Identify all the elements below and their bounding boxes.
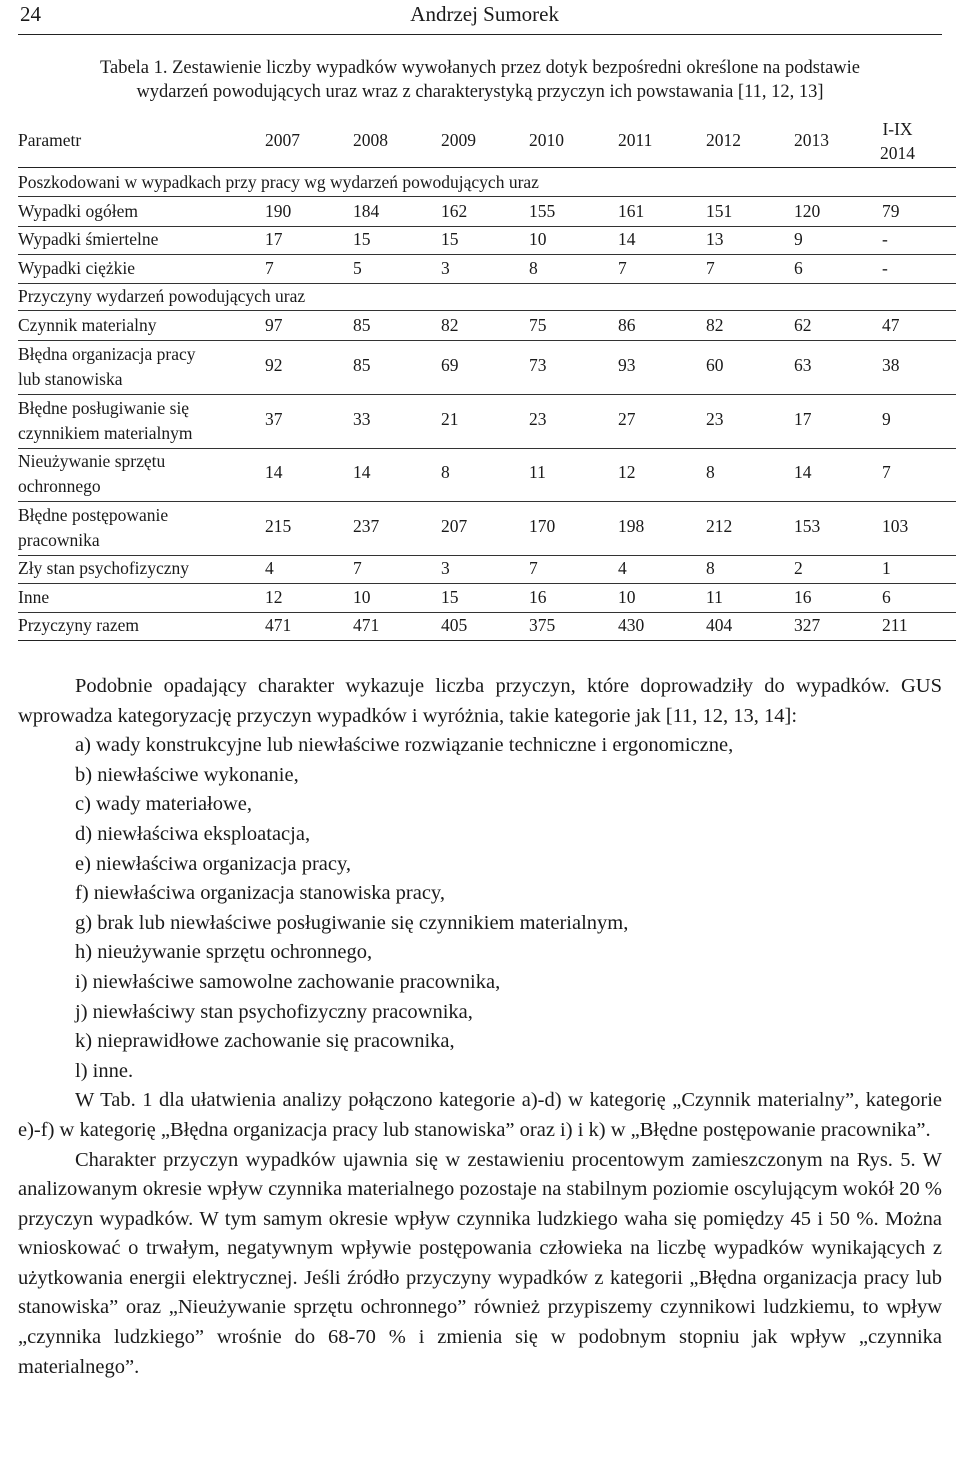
table-cell: 14 — [794, 462, 812, 482]
table-header-row — [18, 118, 956, 168]
table-caption-line: Tabela 1. Zestawienie liczby wypadków wywołanych przez dotyk bezpośredni określone na podstawie — [99, 58, 861, 78]
table-row — [18, 448, 956, 501]
table-cell: - — [882, 258, 888, 278]
table-caption-line: wydarzeń powodujących uraz wraz z charakterystyką przyczyn ich powstawania [11, 12, 13] — [136, 82, 824, 102]
table-cell: 82 — [706, 315, 724, 335]
table-rule — [18, 640, 956, 641]
table-cell: 8 — [706, 558, 715, 578]
table-cell: 471 — [265, 615, 292, 635]
table-cell: 211 — [882, 615, 908, 635]
table-cell: 198 — [618, 516, 645, 536]
column-header-parameter: Parametr — [18, 130, 82, 150]
row-label-line: Nieużywanie sprzętu — [18, 451, 166, 471]
table-cell: 8 — [529, 258, 538, 278]
table-rule — [18, 167, 956, 168]
table-cell: 6 — [794, 258, 803, 278]
table-cell: 5 — [353, 258, 362, 278]
table-cell: 12 — [618, 462, 636, 482]
table-cell: 37 — [265, 409, 283, 429]
paragraph: W Tab. 1 dla ułatwienia analizy połączono kategorie a)-d) w kategorię „Czynnik materialny”, kategorie e)-f) w kategorię „Błędna organizacja pracy lub stanowiska” oraz i) i k) w „Błędne postępowanie pracownika”. — [18, 1089, 942, 1141]
running-head-author: Andrzej Sumorek — [410, 2, 559, 26]
table-cell: 14 — [265, 462, 283, 482]
table-row — [18, 312, 956, 340]
column-header-year: 2007 — [265, 130, 300, 150]
column-header-year: 2008 — [353, 130, 388, 150]
row-label-line: Błędna organizacja pracy — [18, 344, 196, 364]
table-cell: 120 — [794, 201, 821, 221]
table-cell: 93 — [618, 355, 636, 375]
list-item: l) inne. — [75, 1059, 134, 1082]
table-row — [18, 584, 956, 612]
row-label-line: Wypadki ogółem — [18, 201, 138, 221]
column-header-year: 2010 — [529, 130, 564, 150]
list-item: k) nieprawidłowe zachowanie się pracownika, — [75, 1030, 455, 1053]
table-cell: 170 — [529, 516, 556, 536]
column-header-year: 2013 — [794, 130, 829, 150]
table-cell: 10 — [353, 587, 371, 607]
table-cell: 9 — [794, 229, 803, 249]
table-cell: 7 — [353, 558, 362, 578]
row-label — [18, 342, 196, 392]
column-header-year: 2009 — [441, 130, 476, 150]
table-cell: 27 — [618, 409, 636, 429]
row-label-line: pracownika — [18, 530, 100, 550]
table-cell: 6 — [882, 587, 891, 607]
table-caption — [18, 56, 942, 104]
table-cell: 161 — [618, 201, 645, 221]
table-cell: 63 — [794, 355, 812, 375]
row-label — [18, 396, 192, 446]
list-item: d) niewłaściwa eksploatacja, — [75, 822, 311, 845]
table-rule — [18, 196, 956, 197]
page-header — [18, 0, 942, 35]
table-cell: - — [882, 229, 888, 249]
body-text — [18, 672, 942, 1382]
list-item: f) niewłaściwa organizacja stanowiska pracy, — [75, 882, 445, 905]
list-item: h) nieużywanie sprzętu ochronnego, — [75, 941, 373, 964]
row-label-line: Czynnik materialny — [18, 315, 157, 335]
table-cell: 7 — [265, 258, 274, 278]
row-label-line: Błędne postępowanie — [18, 505, 169, 525]
row-label-line: lub stanowiska — [18, 369, 123, 389]
table-cell: 151 — [706, 201, 733, 221]
table-cell: 9 — [882, 409, 891, 429]
table-cell: 327 — [794, 615, 821, 635]
table-cell: 23 — [706, 409, 724, 429]
table-cell: 97 — [265, 315, 283, 335]
table-cell: 16 — [529, 587, 547, 607]
table-cell: 7 — [618, 258, 627, 278]
table-cell: 73 — [529, 355, 547, 375]
row-label-line: Wypadki śmiertelne — [18, 229, 159, 249]
table-cell: 33 — [353, 409, 371, 429]
table-cell: 11 — [529, 462, 546, 482]
table-row — [18, 226, 956, 254]
list-item: e) niewłaściwa organizacja pracy, — [75, 852, 352, 875]
row-label-line: czynnikiem materialnym — [18, 423, 193, 443]
table-cell: 38 — [882, 355, 900, 375]
table-cell: 3 — [441, 558, 450, 578]
table-cell: 85 — [353, 355, 371, 375]
table-cell: 82 — [441, 315, 459, 335]
table-cell: 92 — [265, 355, 283, 375]
table-cell: 75 — [529, 315, 547, 335]
table-cell: 215 — [265, 516, 292, 536]
table-cell: 60 — [706, 355, 724, 375]
paragraph: Charakter przyczyn wypadków ujawnia się w zestawieniu procentowym zamieszczonym na Rys. 5. W analizowanym okresie wpływ czynnika materialnego pozostaje na stabilnym poziomie oscylującym wokół 20 % przyczyn wypadków. W tym samym okresie wpływ czynnika ludzkiego waha się pomiędzy 45 i 50 %. Można wnioskować o trwałym, negatywnym wpływie postępowania człowieka na liczbę wypadków wynikających z użytkowania energii elektrycznej. Jeśli źródło przyczyny wypadków z kategorii „Błędna organizacja pracy lub stanowiska” oraz „Nieużywanie sprzętu ochronnego” również przypiszemy czynnikowi ludzkiemu, to wpływ „czynnika ludzkiego” wrośnie do 68-70 % i zmienia się w podobnym stopniu jak wpływ „czynnika materialnego”. — [18, 1148, 942, 1378]
table-cell: 17 — [794, 409, 812, 429]
table-cell: 85 — [353, 315, 371, 335]
table-cell: 1 — [882, 558, 891, 578]
row-label — [18, 586, 49, 609]
table-cell: 184 — [353, 201, 380, 221]
table-cell: 162 — [441, 201, 468, 221]
row-label — [18, 557, 189, 580]
row-label — [18, 614, 139, 637]
table-row — [18, 395, 956, 448]
table-cell: 237 — [353, 516, 380, 536]
list-item: j) niewłaściwy stan psychofizyczny pracownika, — [75, 1000, 473, 1023]
table-row — [18, 502, 956, 555]
table-cell: 7 — [706, 258, 715, 278]
table-cell: 212 — [706, 516, 733, 536]
list-item: b) niewłaściwe wykonanie, — [75, 763, 299, 786]
table-cell: 190 — [265, 201, 292, 221]
table-cell: 69 — [441, 355, 459, 375]
table-rule — [18, 310, 956, 311]
table-cell: 14 — [618, 229, 636, 249]
row-label-line: Zły stan psychofizyczny — [18, 558, 190, 578]
row-label-line: Przyczyny razem — [18, 615, 139, 635]
table-cell: 4 — [618, 558, 627, 578]
table-cell: 10 — [529, 229, 547, 249]
row-label — [18, 257, 135, 280]
list-item: i) niewłaściwe samowolne zachowanie pracownika, — [75, 970, 501, 993]
table-cell: 103 — [882, 516, 909, 536]
row-label — [18, 314, 157, 337]
row-label — [18, 228, 158, 251]
row-label — [18, 503, 168, 553]
table-row — [18, 198, 956, 226]
table-cell: 10 — [618, 587, 636, 607]
table-cell: 153 — [794, 516, 821, 536]
table-cell: 7 — [882, 462, 891, 482]
table-cell: 21 — [441, 409, 459, 429]
table-cell: 47 — [882, 315, 900, 335]
table-cell: 7 — [529, 558, 538, 578]
table-row — [18, 341, 956, 394]
column-header-period: I-IX — [882, 119, 913, 139]
table-cell: 207 — [441, 516, 468, 536]
table-cell: 14 — [353, 462, 371, 482]
paragraph: Podobnie opadający charakter wykazuje liczba przyczyn, które doprowadziły do wypadków. GUS wprowadza kategoryzację przyczyn wypadków i wyróżnia, takie kategorie jak [11, 12, 13, 14]: — [18, 675, 942, 727]
column-header-year-2014: 2014 — [880, 143, 915, 163]
table-cell: 11 — [706, 587, 723, 607]
table-rule — [18, 283, 956, 284]
column-header-year: 2012 — [706, 130, 741, 150]
table-cell: 155 — [529, 201, 556, 221]
list-item: a) wady konstrukcyjne lub niewłaściwe rozwiązanie techniczne i ergonomiczne, — [75, 734, 734, 757]
list-item: g) brak lub niewłaściwe posługiwanie się czynnikiem materialnym, — [75, 911, 629, 934]
table-cell: 16 — [794, 587, 812, 607]
page-number: 24 — [20, 2, 41, 26]
row-label-line: ochronnego — [18, 476, 101, 496]
table-cell: 4 — [265, 558, 274, 578]
table-cell: 15 — [441, 587, 459, 607]
row-label-line: Błędne posługiwanie się — [18, 398, 190, 418]
table-cell: 15 — [441, 229, 459, 249]
category-list — [18, 731, 942, 1086]
table-cell: 2 — [794, 558, 803, 578]
table-cell: 13 — [706, 229, 724, 249]
table-row — [18, 255, 956, 283]
table-cell: 15 — [353, 229, 371, 249]
table-cell: 405 — [441, 615, 468, 635]
section-heading: Przyczyny wydarzeń powodujących uraz — [18, 286, 306, 306]
table-cell: 3 — [441, 258, 450, 278]
table-row — [18, 612, 956, 640]
row-label-line: Wypadki ciężkie — [18, 258, 136, 278]
column-header-year: 2011 — [618, 130, 653, 150]
row-label — [18, 200, 138, 223]
table-cell: 8 — [706, 462, 715, 482]
table-cell: 79 — [882, 201, 900, 221]
table-cell: 17 — [265, 229, 283, 249]
table-cell: 23 — [529, 409, 547, 429]
table-cell: 471 — [353, 615, 380, 635]
table-cell: 8 — [441, 462, 450, 482]
list-item: c) wady materiałowe, — [75, 793, 253, 816]
table-cell: 62 — [794, 315, 812, 335]
row-label — [18, 449, 165, 499]
table-cell: 12 — [265, 587, 283, 607]
table-cell: 404 — [706, 615, 733, 635]
column-header-year — [880, 117, 915, 165]
table-row — [18, 555, 956, 583]
row-label-line: Inne — [18, 587, 50, 607]
table-cell: 86 — [618, 315, 636, 335]
section-heading: Poszkodowani w wypadkach przy pracy wg wydarzeń powodujących uraz — [18, 172, 539, 192]
table-cell: 430 — [618, 615, 645, 635]
table-cell: 375 — [529, 615, 556, 635]
